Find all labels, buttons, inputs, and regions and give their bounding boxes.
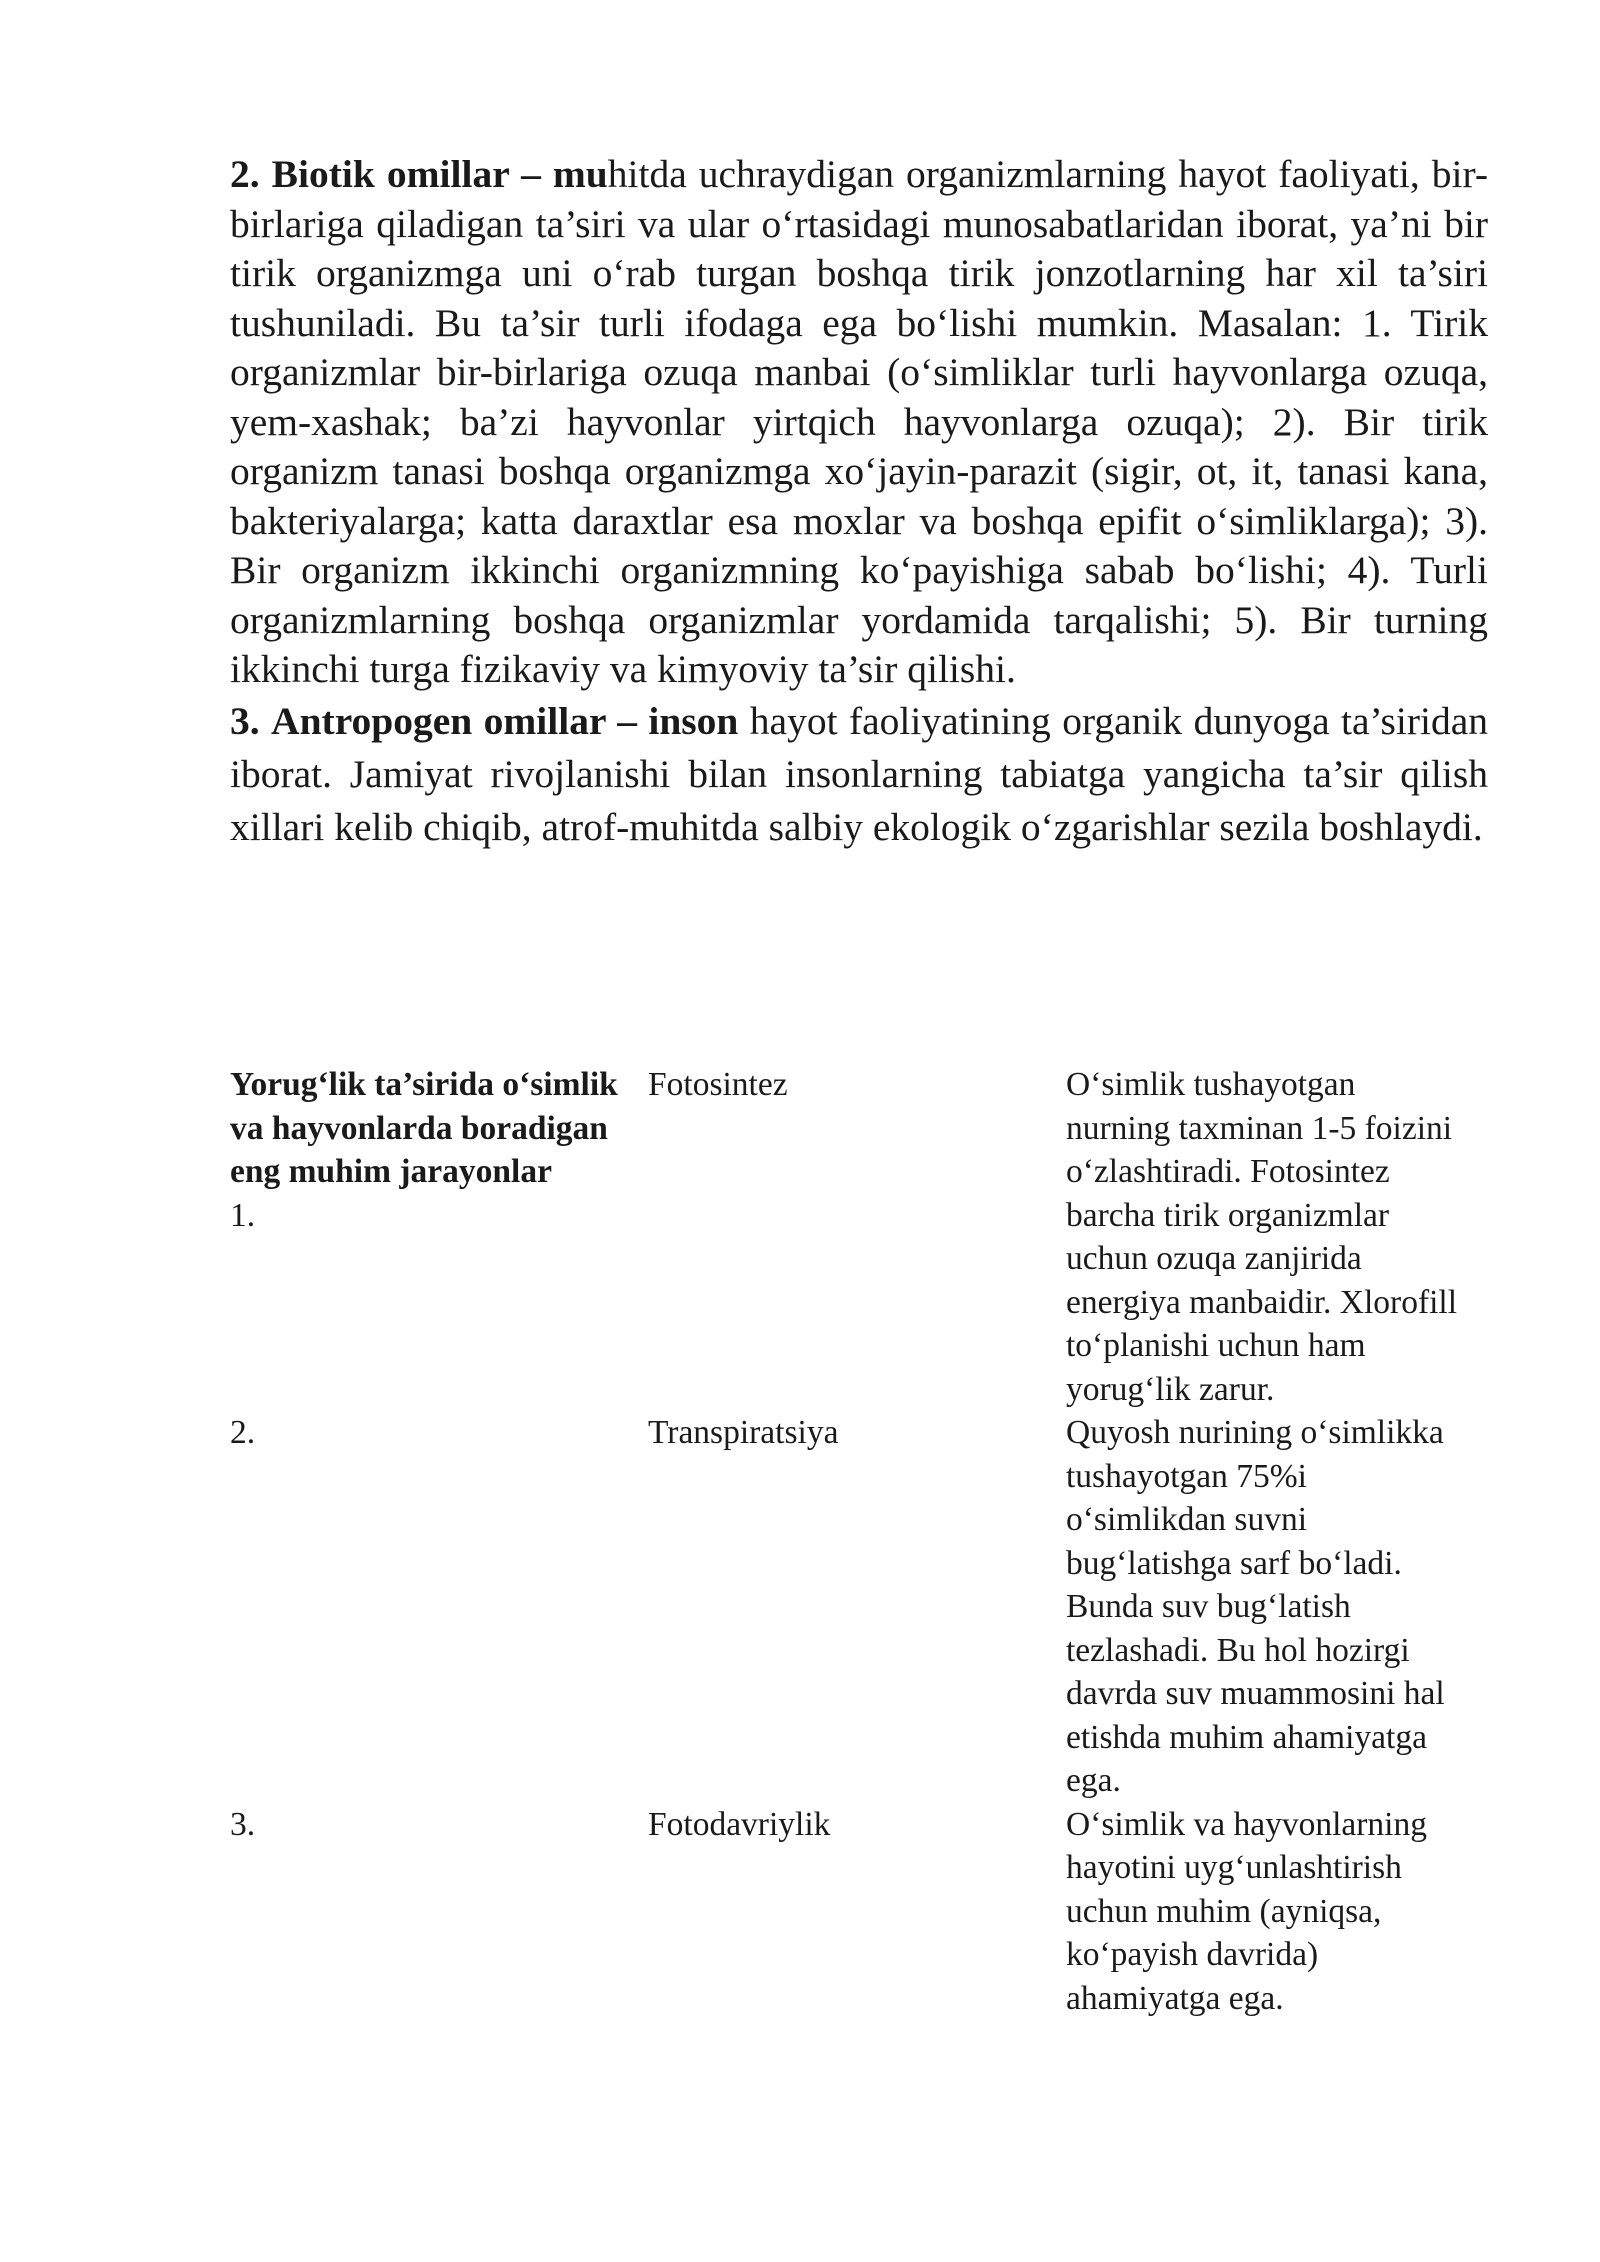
process-name: Fotodavriylik bbox=[648, 1805, 831, 1843]
light-processes-table bbox=[230, 1063, 1466, 2020]
table-cell bbox=[230, 1063, 648, 1411]
section-term: Antropogen omillar – inson bbox=[271, 698, 739, 743]
table-header: Yorug‘lik ta’sirida o‘simlik va hayvonlarda boradigan eng muhim jarayonlar bbox=[230, 1066, 618, 1190]
process-description: Quyosh nurining o‘simlikka tushayotgan 75%i o‘simlikdan suvni bug‘latishga sarf bo‘ladi. Bunda suv bug‘latish tezlashadi. Bu hol hozirgi davrda suv muammosini hal etishda muhim ahamiyatga ega. bbox=[1066, 1414, 1445, 1799]
table-row bbox=[230, 1063, 1466, 1411]
section-text: hitda uchraydigan organizmlarning hayot faoliyati, bir-birlariga qiladigan ta’siri va ular o‘rtasidagi munosabatlaridan iborat, ya’ni bir tirik organizmga uni o‘rab turgan boshqa tirik jonzotlarning har xil ta’siri tushuniladi. Bu ta’sir turli ifodaga ega bo‘lishi mumkin. Masalan: 1. Tirik organizmlar bir-birlariga ozuqa manbai (o‘simliklar turli hayvonlarga ozuqa, yem-xashak; ba’zi hayvonlar yirtqich hayvonlarga ozuqa); 2). Bir tirik organizm tanasi boshqa organizmga xo‘jayin-parazit (sigir, ot, it, tanasi kana, bakteriyalarga; katta daraxtlar esa moxlar va boshqa epifit o‘simliklarga); 3). Bir organizm ikkinchi organizmning ko‘payishiga sabab bo‘lishi; 4). Turli organizmlarning boshqa organizmlar yordamida tarqalishi; 5). Bir turning ikkinchi turga fizikaviy va kimyoviy ta’sir qilishi. bbox=[230, 152, 1489, 691]
row-number: 1. bbox=[230, 1196, 256, 1234]
section-number: 3. bbox=[230, 698, 260, 743]
process-description: O‘simlik va hayvonlarning hayotini uyg‘unlashtirish uchun muhim (ayniqsa, ko‘payish davrida) ahamiyatga ega. bbox=[1066, 1805, 1427, 2017]
table-row bbox=[230, 1803, 1466, 2021]
process-name: Fotosintez bbox=[648, 1066, 788, 1103]
biotic-factors-paragraph bbox=[230, 150, 1488, 695]
anthropogenic-factors-paragraph bbox=[230, 695, 1488, 854]
row-number: 2. bbox=[230, 1414, 256, 1451]
section-text: hayot faoliyatining organik dunyoga ta’siridan iborat. Jamiyat rivojlanishi bilan insonlarning tabiatga yangicha ta’sir qilish xillari kelib chiqib, atrof-muhitda salbiy ekologik o‘zgarishlar sezila boshlaydi. bbox=[230, 698, 1489, 849]
document-body bbox=[230, 150, 1488, 854]
process-description: O‘simlik tushayotgan nurning taxminan 1-5 foizini o‘zlashtiradi. Fotosintez barcha tirik organizmlar uchun ozuqa zanjirida energiya manbaidir. Xlorofill to‘planishi uchun ham yorug‘lik zarur. bbox=[1066, 1066, 1458, 1408]
section-number: 2. bbox=[230, 152, 260, 196]
process-name: Transpiratsiya bbox=[648, 1414, 839, 1451]
row-number: 3. bbox=[230, 1805, 256, 1843]
table-row bbox=[230, 1411, 1466, 1803]
section-term: Biotik omillar – mu bbox=[271, 152, 608, 196]
